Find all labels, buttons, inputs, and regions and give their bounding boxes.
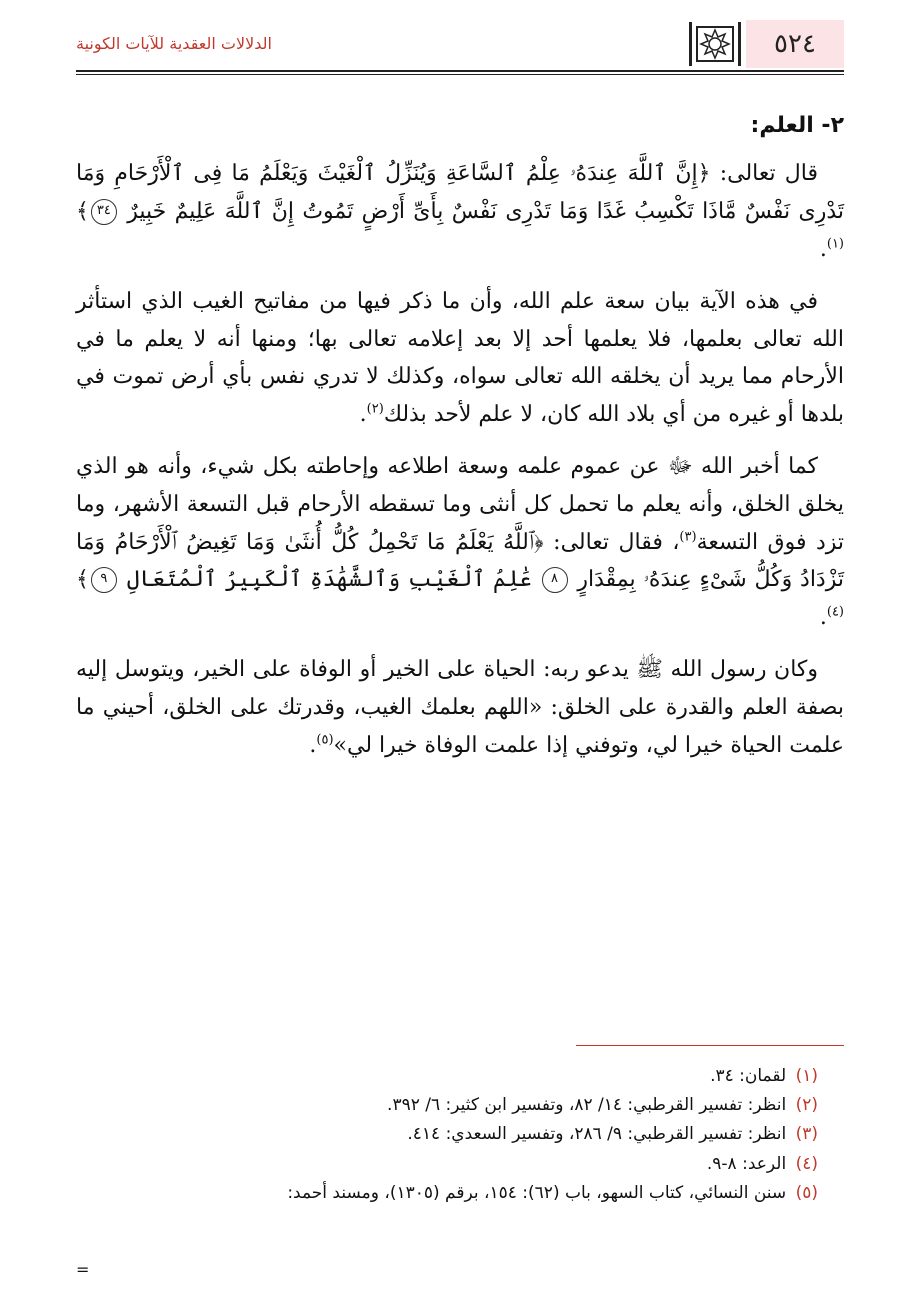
paragraph-text: كما أخبر الله ﷻ عن عموم علمه وسعة اطلاعه وإحاطته بكل شيء، وأنه هو الذي يخلق الخلق، وأنه يعلم ما تحمل كل أنثى وما تسقطه الأرحام قبل التسعة الأشهر، وما تزد فوق التسعة — [76, 453, 844, 555]
footnote-number: (٢) — [795, 1095, 818, 1116]
quran-verse: ﴿ٱللَّهُ يَعْلَمُ مَا تَحْمِلُ كُلُّ أُنثَىٰ وَمَا تَغِيضُ ٱلْأَرْحَامُ وَمَا تَزْدَادُ وَكُلُّ شَىْءٍ عِندَهُۥ بِمِقْدَارٍ — [76, 529, 844, 593]
footnote-number: (٣) — [795, 1124, 818, 1145]
sentence-end: . — [309, 732, 317, 758]
quran-verse: ﴿إِنَّ ٱللَّهَ عِندَهُۥ عِلْمُ ٱلسَّاعَةِ وَيُنَزِّلُ ٱلْغَيْثَ وَيَعْلَمُ مَا فِى ٱلْأَرْحَامِ وَمَا تَدْرِى نَفْسٌ مَّاذَا تَكْسِبُ غَدًا وَمَا تَدْرِى نَفْسٌ بِأَىِّ أَرْضٍ تَمُوتُ إِنَّ ٱللَّهَ عَلِيمٌ خَبِيرٌ — [76, 161, 844, 225]
footnote-item — [76, 1091, 844, 1120]
main-text — [76, 108, 844, 779]
footnote-number: (٥) — [795, 1182, 818, 1203]
page-header — [76, 20, 844, 68]
ornament-icon — [689, 22, 741, 66]
footnote-item — [76, 1179, 844, 1208]
paragraph-1 — [76, 155, 844, 268]
footnote-number: (١) — [795, 1066, 818, 1086]
ayah-number: ٣٤ — [91, 199, 117, 225]
footnote-text: انظر: تفسير القرطبي: ٩/ ٢٨٦، وتفسير السعدي: ٤١٤. — [407, 1124, 787, 1145]
footnote-ref[interactable]: (٢) — [366, 401, 384, 417]
paragraph-3 — [76, 448, 844, 637]
footnotes — [76, 1062, 844, 1208]
footnote-ref[interactable]: (٣) — [679, 529, 697, 545]
paragraph-4 — [76, 651, 844, 764]
paragraph-2 — [76, 283, 844, 434]
page-number: ٥٢٤ — [746, 20, 844, 68]
paragraph-text: ، فقال تعالى: — [543, 529, 680, 555]
quran-close-bracket: ﴾ — [76, 567, 89, 593]
footnote-item — [76, 1120, 844, 1149]
quran-close-bracket: ﴾ — [76, 199, 89, 225]
continuation-mark: = — [76, 1260, 90, 1279]
footnote-item — [76, 1150, 844, 1179]
footnote-ref[interactable]: (٥) — [316, 732, 334, 748]
ayah-number: ٨ — [542, 567, 568, 593]
running-title: الدلالات العقدية للآيات الكونية — [76, 34, 272, 53]
paragraph-text: في هذه الآية بيان سعة علم الله، وأن ما ذكر فيها من مفاتيح الغيب الذي استأثر الله تعالى بعلمها، فلا يعلمها أحد إلا بعد إعلامه تعالى بها؛ ومنها أنه لا يعلم ما في الأرحام مما يريد أن يخلقه الله تعالى سواه، وكذلك لا تدري نفس بأي أرض تموت في بلدها أو غيره من أي بلاد الله كان، لا علم لأحد بذلك — [76, 288, 844, 428]
paragraph-intro: قال تعالى: — [710, 161, 818, 187]
footnote-text: سنن النسائي، كتاب السهو، باب (٦٢): ١٥٤، برقم (١٣٠٥)، ومسند أحمد: — [287, 1182, 787, 1203]
section-heading: ٢- العلم: — [750, 113, 844, 138]
header-rule-thin — [76, 74, 844, 75]
footnote-number: (٤) — [795, 1153, 818, 1174]
paragraph-text: وكان رسول الله ﷺ يدعو ربه: الحياة على الخير أو الوفاة على الخير، ويتوسل إليه بصفة العلم والقدرة على الخلق: «اللهم بعلمك الغيب، وقدرتك على الخلق، أحيني ما علمت الحياة خيرا لي، وتوفني إذا علمت الوفاة خيرا لي» — [76, 657, 844, 758]
quran-verse: عَٰلِمُ ٱلْغَيْبِ وَٱلشَّهَٰدَةِ ٱلْكَبِيرُ ٱلْمُتَعَالِ — [126, 567, 532, 593]
sentence-end: . — [819, 605, 827, 631]
sentence-end: . — [359, 402, 367, 428]
header-rule — [76, 70, 844, 72]
footnote-item — [76, 1062, 844, 1091]
footnote-separator — [576, 1045, 844, 1046]
footnote-text: الرعد: ٨-٩. — [706, 1153, 787, 1174]
footnote-text: انظر: تفسير القرطبي: ١٤/ ٨٢، وتفسير ابن كثير: ٦/ ٣٩٢. — [387, 1095, 787, 1116]
ayah-number: ٩ — [91, 567, 117, 593]
footnote-ref[interactable]: (٤) — [826, 604, 844, 620]
footnote-ref[interactable]: (١) — [826, 236, 844, 252]
sentence-end: . — [819, 236, 827, 262]
footnote-text: لقمان: ٣٤. — [710, 1066, 787, 1086]
